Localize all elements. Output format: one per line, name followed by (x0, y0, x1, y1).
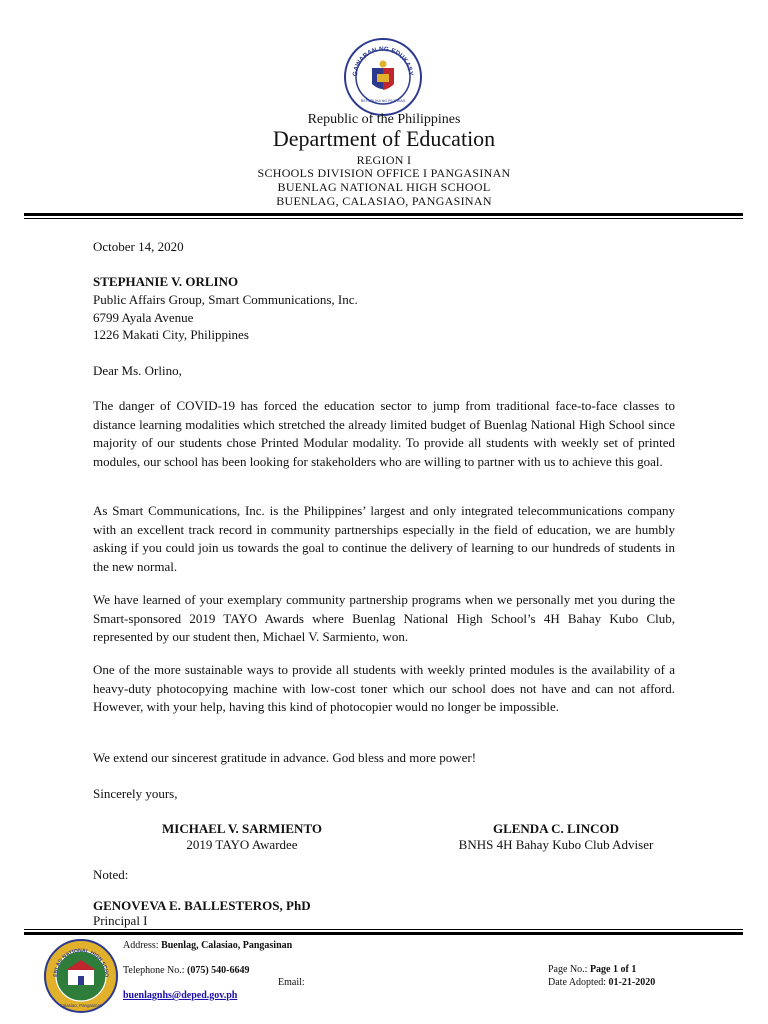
signatory-1-name: MICHAEL V. SARMIENTO (161, 821, 322, 836)
address-value: Buenlag, Calasiao, Pangasinan (161, 940, 293, 951)
header-divider-thin (24, 218, 743, 219)
noted-label: Noted: (93, 867, 129, 882)
body-paragraph-1: The danger of COVID-19 has forced the education sector to jump from traditional face-to-face classes to distance learning modalities which stretched the already limited budget of Buenlag National High School since majority of our students chose Printed Modular modality. To provide all students with weekly set of printed modules, our school has been looking for stakeholders who are willing to partner with us to achieve this goal. (93, 398, 675, 469)
principal-title: Principal I (93, 913, 148, 928)
deped-seal-icon (344, 38, 422, 116)
principal-name: GENOVEVA E. BALLESTEROS, PhD (93, 898, 311, 913)
letter-date: October 14, 2020 (93, 239, 184, 254)
recipient-name: STEPHANIE V. ORLINO (93, 274, 239, 289)
deped-seal (344, 38, 422, 116)
school-logo-text: ENLAG NATIONAL HIGH SCHO (52, 947, 110, 978)
body-paragraph-2: As Smart Communications, Inc. is the Philippines’ largest and only integrated telecommunications company with an excellent track record in community partnerships especially in the field of education, we are humbly asking if you could join us towards the goal to continue the delivery of learning to our hundreds of students in the new normal. (93, 503, 675, 574)
signatory-2-name: GLENDA C. LINCOD (492, 821, 620, 836)
page-label: Page No.: (548, 964, 590, 975)
page-value: Page 1 of 1 (589, 964, 637, 975)
date-adopted-value: 01-21-2020 (608, 977, 656, 988)
body-paragraph-3: We have learned of your exemplary community partnership programs when we personally met you during the Smart-sponsored 2019 TAYO Awards where Buenlag National High School’s 4H Bahay Kubo Club, represented by our student then, Michael V. Sarmiento, won. (93, 592, 675, 645)
telephone-label: Telephone No.: (123, 965, 188, 976)
body-paragraph-4: One of the more sustainable ways to provide all students with weekly printed modules is the availability of a heavy-duty photocopying machine with low-cost toner which our school does not have and can not afford. However, with your help, having this kind of photocopier would no longer be impossible. (93, 662, 675, 715)
footer-divider-thin (24, 929, 743, 930)
footer-date-adopted (548, 977, 655, 989)
recipient-line3: 1226 Makati City, Philippines (93, 327, 249, 342)
body-paragraph-5: We extend our sincerest gratitude in advance. God bless and more power! (93, 750, 477, 765)
seal-bottom-text: REPUBLIKA NG PILIPINAS (360, 99, 406, 103)
date-adopted-label: Date Adopted: (548, 977, 609, 988)
signatory-2-title: BNHS 4H Bahay Kubo Club Adviser (458, 837, 654, 852)
footer-page-number (548, 964, 636, 976)
email-label: Email: (278, 977, 305, 988)
seal-text: GAWARAN NG EDUKASY (351, 45, 415, 77)
school-logo-icon (44, 939, 118, 1013)
closing: Sincerely yours, (93, 786, 178, 801)
email-link[interactable]: buenlagnhs@deped.gov.ph (123, 990, 238, 1001)
department-heading: Department of Education (272, 126, 496, 151)
telephone-value: (075) 540-6649 (187, 965, 250, 976)
footer-address (123, 940, 292, 952)
region-line: REGION I (356, 153, 412, 167)
school-logo-bottom-text: Calasiao, Pangasinan (59, 1003, 103, 1008)
header-divider (24, 213, 743, 216)
recipient-line2: 6799 Ayala Avenue (93, 310, 194, 325)
footer-telephone (123, 965, 250, 977)
signatory-2 (436, 821, 676, 853)
republic-heading: Republic of the Philippines (307, 112, 461, 127)
signatory-1-title: 2019 TAYO Awardee (186, 837, 298, 852)
footer-divider (24, 932, 743, 935)
location-line: BUENLAG, CALASIAO, PANGASINAN (276, 194, 492, 208)
school-logo (44, 939, 118, 1013)
salutation: Dear Ms. Orlino, (93, 363, 182, 378)
school-line: BUENLAG NATIONAL HIGH SCHOOL (277, 180, 491, 194)
address-label: Address: (123, 940, 162, 951)
signatory-1 (122, 821, 362, 853)
recipient-line1: Public Affairs Group, Smart Communications, Inc. (93, 292, 358, 307)
division-line: SCHOOLS DIVISION OFFICE I PANGASINAN (257, 166, 511, 180)
